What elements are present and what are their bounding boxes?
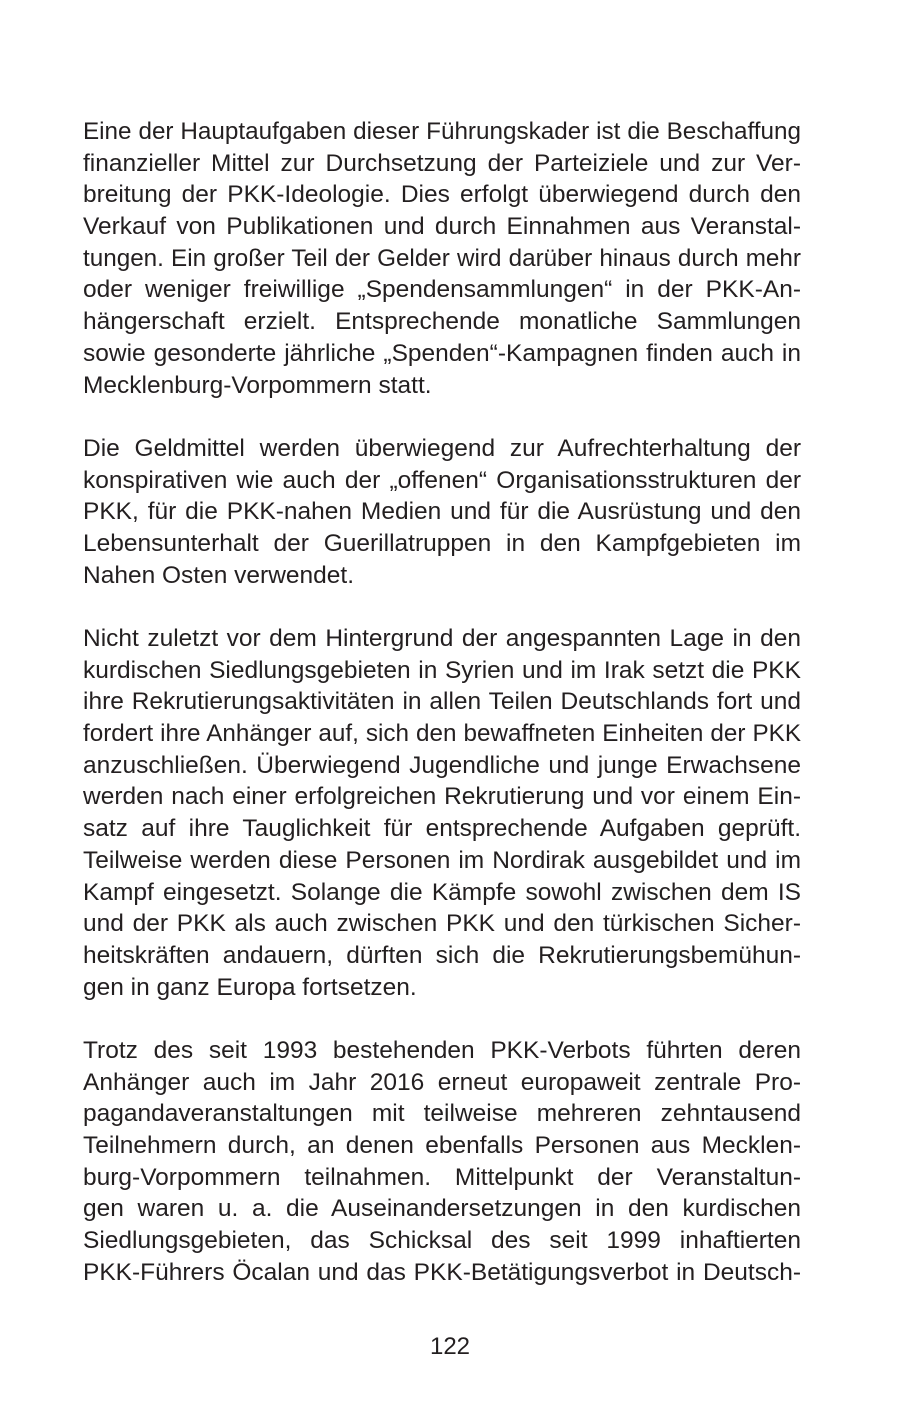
text-line: Trotz des seit 1993 bestehenden PKK-Verbots führten deren xyxy=(83,1036,801,1064)
text-line: gen in ganz Europa fortsetzen. xyxy=(83,973,417,1001)
text-line: gen waren u. a. die Auseinandersetzungen in den kurdischen xyxy=(83,1195,801,1223)
text-line: burg-Vorpommern teilnahmen. Mittelpunkt der Veranstaltun- xyxy=(83,1163,801,1191)
text-line: heitskräften andauern, dürften sich die Rekrutierungsbemühun- xyxy=(83,941,801,969)
text-line: konspirativen wie auch der „offenen“ Organisationsstrukturen der xyxy=(83,466,801,494)
paragraph-spacer xyxy=(83,1003,801,1035)
text-line: kurdischen Siedlungsgebieten in Syrien und im Irak setzt die PKK xyxy=(83,656,801,684)
text-line: Kampf eingesetzt. Solange die Kämpfe sowohl zwischen dem IS xyxy=(83,878,801,906)
text-line: und der PKK als auch zwischen PKK und den türkischen Sicher- xyxy=(83,910,801,938)
text-line: Die Geldmittel werden überwiegend zur Aufrechterhaltung der xyxy=(83,434,801,462)
paragraph-spacer xyxy=(83,591,801,623)
text-line: Eine der Hauptaufgaben dieser Führungskader ist die Beschaffung xyxy=(83,118,801,145)
paragraph xyxy=(83,433,801,591)
text-line: Teilnehmern durch, an denen ebenfalls Personen aus Mecklen- xyxy=(83,1132,801,1159)
text-line: Lebensunterhalt der Guerillatruppen in den Kampfgebieten im xyxy=(83,529,801,557)
paragraph xyxy=(83,116,801,401)
text-line: PKK, für die PKK-nahen Medien und für die Ausrüstung und den xyxy=(83,498,801,526)
text-line: tungen. Ein großer Teil der Gelder wird darüber hinaus durch mehr xyxy=(83,244,801,272)
text-line: pagandaveranstaltungen mit teilweise mehreren zehntausend xyxy=(83,1100,801,1128)
text-line: fordert ihre Anhänger auf, sich den bewaffneten Einheiten der PKK xyxy=(83,720,801,748)
text-line: satz auf ihre Tauglichkeit für entsprechende Aufgaben geprüft. xyxy=(83,815,801,843)
text-line: Nicht zuletzt vor dem Hintergrund der angespannten Lage in den xyxy=(83,625,801,652)
text-line: sowie gesonderte jährliche „Spenden“-Kampagnen finden auch in xyxy=(83,339,801,367)
text-line: breitung der PKK-Ideologie. Dies erfolgt überwiegend durch den xyxy=(83,181,801,209)
text-line: Nahen Osten verwendet. xyxy=(83,561,355,589)
text-line: Mecklenburg-Vorpommern statt. xyxy=(83,371,432,399)
text-line: werden nach einer erfolgreichen Rekrutierung und vor einem Ein- xyxy=(83,783,801,811)
text-line: Anhänger auch im Jahr 2016 erneut europaweit zentrale Pro- xyxy=(83,1068,801,1096)
text-line: anzuschließen. Überwiegend Jugendliche und junge Erwachsene xyxy=(83,751,801,779)
text-line: Verkauf von Publikationen und durch Einnahmen aus Veranstal- xyxy=(83,213,801,241)
text-line: Teilweise werden diese Personen im Nordirak ausgebildet und im xyxy=(83,846,801,874)
page-number: 122 xyxy=(429,1333,471,1360)
text-line: hängerschaft erzielt. Entsprechende monatliche Sammlungen xyxy=(83,308,801,336)
text-line: PKK-Führers Öcalan und das PKK-Betätigungsverbot in Deutsch- xyxy=(83,1258,801,1286)
paragraph xyxy=(83,623,801,1003)
body-text xyxy=(83,116,801,1288)
text-line: finanzieller Mittel zur Durchsetzung der Parteiziele und zur Ver- xyxy=(83,149,801,177)
paragraph-spacer xyxy=(83,401,801,433)
paragraph xyxy=(83,1035,801,1289)
text-line: Siedlungsgebieten, das Schicksal des seit 1999 inhaftierten xyxy=(83,1227,801,1255)
text-line: ihre Rekrutierungsaktivitäten in allen Teilen Deutschlands fort und xyxy=(83,688,801,716)
text-line: oder weniger freiwillige „Spendensammlungen“ in der PKK-An- xyxy=(83,276,801,304)
